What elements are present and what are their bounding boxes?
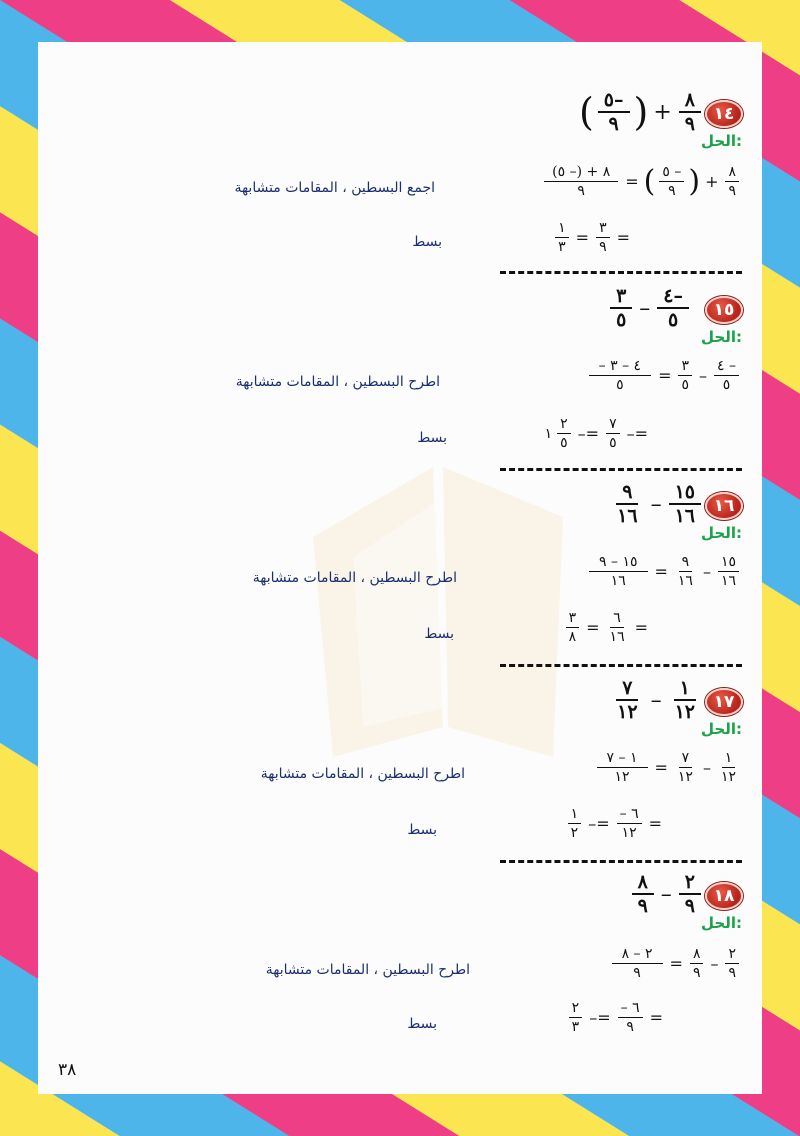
dashed-divider (500, 468, 742, 471)
simplify-note: بسط (417, 430, 447, 446)
step-note: اطرح البسطين ، المقامات متشابهة (252, 570, 457, 586)
fraction: $\frac{٣}{٥}$ (678, 358, 692, 393)
problem-number-badge: ١٦ (705, 492, 743, 520)
solution-step-2: $\frac{٢}{٣}$ –= $\frac{- ٦}{٩}$ = (566, 1000, 667, 1035)
solution-label: الحل: (701, 132, 742, 150)
problem-expression: $\frac{٧}{١٢}$ – $\frac{١}{١٢}$ (608, 678, 704, 722)
solution-step-1: $\frac{١ - ٧}{١٢}$ = $\frac{٧}{١٢}$ – $\frac{١}{١٢}$ (594, 750, 742, 785)
result-fraction: $\frac{- ٤ - ٣}{٥}$ (589, 358, 651, 393)
step-note: اجمع البسطين ، المقامات متشابهة (234, 180, 435, 196)
solution-step-2: $\frac{٣}{٨}$ = $\frac{٦}{١٦}$ = (563, 610, 652, 645)
solution-step-1: $\frac{٢ - ٨}{٩}$ = $\frac{٨}{٩}$ – $\frac{٢}{٩}$ (609, 946, 742, 981)
fraction: $\frac{٨}{٩}$ (690, 946, 704, 981)
solution-step-2: $\frac{١}{٢}$ –= $\frac{- ٦}{١٢}$ = (565, 806, 666, 841)
fraction: $\frac{٦}{١٦}$ (609, 610, 625, 645)
result-fraction: $\frac{٣}{٨}$ (566, 610, 580, 645)
problem-number-badge: ١٨ (705, 882, 743, 910)
dashed-divider (500, 664, 742, 667)
fraction: $\frac{- ٦}{٩}$ (618, 1000, 643, 1035)
problem-number-badge: ١٧ (705, 688, 743, 716)
solution-step-2: $\frac{١}{٣}$ = $\frac{٣}{٩}$ = (552, 220, 634, 255)
fraction: $\frac{٢}{٩}$ (679, 872, 701, 916)
solution-label: الحل: (701, 720, 742, 738)
simplify-note: بسط (412, 234, 442, 250)
result-fraction: $\frac{٢}{٣}$ (569, 1000, 583, 1035)
fraction: $\frac{٩}{١٦}$ (617, 481, 638, 527)
page-sheet (38, 42, 762, 1094)
page-number: ٣٨ (58, 1060, 77, 1080)
fraction: $\frac{٥ -}{٩}$ (659, 164, 684, 199)
fraction: $\frac{١}{١٢}$ (674, 677, 695, 723)
problem-14 (38, 90, 762, 280)
fraction: $\frac{٧}{٥}$ (606, 416, 620, 451)
fraction: $\frac{٢}{٩}$ (725, 946, 739, 981)
dashed-divider (500, 860, 742, 863)
result-fraction: $\frac{١٥ - ٩}{١٦}$ (589, 554, 647, 589)
fraction: $\frac{١٥}{١٦}$ (718, 554, 739, 589)
solution-label: الحل: (701, 914, 742, 932)
fraction: $\frac{١}{١٢}$ (720, 750, 736, 785)
problem-number-badge: ١٤ (705, 100, 743, 128)
simplify-note: بسط (407, 1016, 437, 1032)
fraction: $\frac{٣}{٥}$ (610, 286, 632, 330)
solution-step-1: $\frac{١٥ - ٩}{١٦}$ = $\frac{٩}{١٦}$ – $\frac{١٥}{١٦}$ (586, 554, 742, 589)
solution-label: الحل: (701, 524, 742, 542)
fraction: $\frac{١٥}{١٦}$ (669, 482, 701, 526)
solution-step-1: $\frac{- ٤ - ٣}{٥}$ = $\frac{٣}{٥}$ – $\frac{٤ -}{٥}$ (586, 358, 742, 393)
step-note: اطرح البسطين ، المقامات متشابهة (235, 374, 440, 390)
result-fraction: $\frac{١}{٢}$ (568, 806, 582, 841)
fraction: $\frac{٥-}{٩}$ (598, 90, 630, 134)
fraction: $\frac{٣}{٩}$ (596, 220, 610, 255)
step-note: اطرح البسطين ، المقامات متشابهة (265, 962, 470, 978)
dashed-divider (500, 271, 742, 274)
simplify-note: بسط (424, 626, 454, 642)
problem-number-badge: ١٥ (705, 296, 743, 324)
fraction: $\frac{٨}{٩}$ (679, 90, 701, 134)
solution-step-2: ١ $\frac{٢}{٥}$ –= $\frac{٧}{٥}$ –= (544, 416, 648, 451)
fraction: $\frac{٨}{٩}$ (632, 872, 654, 916)
simplify-note: بسط (407, 822, 437, 838)
problem-18 (38, 872, 762, 1062)
solution-step-1: $\frac{٨ + (- ٥)}{٩}$ = ( $\frac{٥ -}{٩}$ ) + $\frac{٨}{٩}$ (541, 164, 742, 199)
fraction: $\frac{٩}{١٦}$ (677, 554, 693, 589)
problem-expression: $\frac{٣}{٥}$ – $\frac{٤-}{٥}$ (607, 286, 692, 330)
problem-16 (38, 482, 762, 672)
fraction: $\frac{- ٦}{١٢}$ (617, 806, 642, 841)
result-fraction: $\frac{١}{٣}$ (555, 220, 569, 255)
fraction: $\frac{٧}{١٢}$ (617, 677, 638, 723)
problem-expression: $\frac{٩}{١٦}$ – $\frac{١٥}{١٦}$ (608, 482, 704, 526)
problem-expression: $\frac{٨}{٩}$ – $\frac{٢}{٩}$ (629, 872, 704, 916)
problem-expression: ( $\frac{٥-}{٩}$ ) + $\frac{٨}{٩}$ (578, 90, 704, 134)
problem-17 (38, 678, 762, 868)
fraction: $\frac{٨}{٩}$ (725, 164, 739, 199)
result-fraction: $\frac{١ - ٧}{١٢}$ (597, 750, 648, 785)
problem-15 (38, 286, 762, 476)
result-fraction: $\frac{٢}{٥}$ (557, 416, 571, 451)
fraction: $\frac{٤-}{٥}$ (657, 286, 689, 330)
solution-label: الحل: (701, 328, 742, 346)
step-note: اطرح البسطين ، المقامات متشابهة (260, 766, 465, 782)
fraction: $\frac{٧}{١٢}$ (677, 750, 693, 785)
fraction: $\frac{٤ -}{٥}$ (714, 358, 739, 393)
result-fraction: $\frac{٨ + (- ٥)}{٩}$ (544, 164, 618, 199)
result-fraction: $\frac{٢ - ٨}{٩}$ (612, 946, 663, 981)
